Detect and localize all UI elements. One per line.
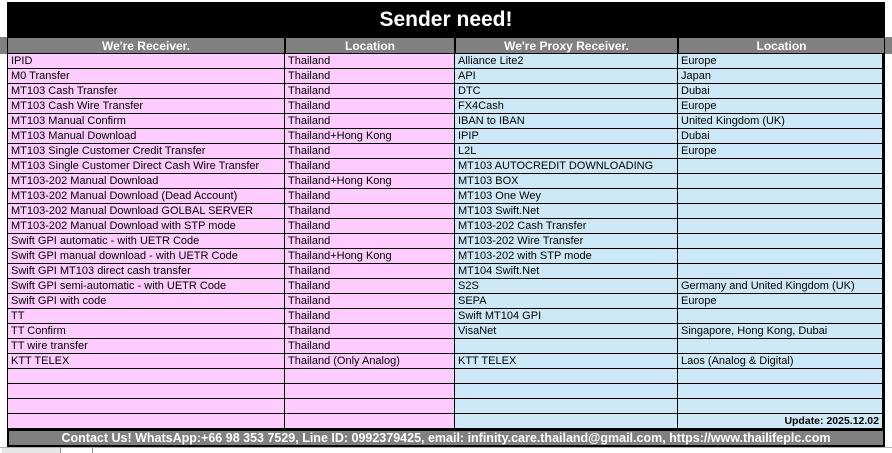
receiver-cell[interactable] xyxy=(8,384,285,399)
proxy-location-cell[interactable] xyxy=(678,369,883,384)
receiver-cell[interactable]: IPID xyxy=(8,54,285,69)
proxy-location-cell[interactable]: Japan xyxy=(678,69,883,84)
proxy-cell[interactable]: MT103-202 Cash Transfer xyxy=(455,219,678,234)
receiver-cell[interactable] xyxy=(8,399,285,414)
proxy-location-cell[interactable]: Europe xyxy=(678,54,883,69)
receiver-location-cell[interactable] xyxy=(285,414,455,429)
title-cell[interactable] xyxy=(7,2,885,37)
receiver-cell[interactable]: MT103 Manual Confirm xyxy=(8,114,285,129)
receiver-location-cell[interactable]: Thailand xyxy=(285,264,455,279)
receiver-cell[interactable]: KTT TELEX xyxy=(8,354,285,369)
receiver-cell[interactable]: TT wire transfer xyxy=(8,339,285,354)
page-title: Sender need! xyxy=(379,7,513,31)
proxy-cell[interactable]: IPIP xyxy=(455,129,678,144)
table-body xyxy=(7,54,885,429)
receiver-cell[interactable]: Swift GPI automatic - with UETR Code xyxy=(8,234,285,249)
receiver-cell[interactable]: MT103 Single Customer Credit Transfer xyxy=(8,144,285,159)
proxy-cell[interactable]: MT103 AUTOCREDIT DOWNLOADING xyxy=(455,159,678,174)
receiver-location-cell[interactable]: Thailand+Hong Kong xyxy=(285,249,455,264)
proxy-location-cell[interactable] xyxy=(678,159,883,174)
proxy-cell[interactable] xyxy=(455,399,678,414)
proxy-cell[interactable] xyxy=(455,384,678,399)
header-receiver-location[interactable]: Location xyxy=(285,38,455,53)
header-proxy-location[interactable]: Location xyxy=(678,38,885,53)
receiver-cell[interactable]: TT xyxy=(8,309,285,324)
receiver-location-cell[interactable]: Thailand xyxy=(285,54,455,69)
receiver-cell[interactable]: Swift GPI with code xyxy=(8,294,285,309)
proxy-cell[interactable]: MT103 One Wey xyxy=(455,189,678,204)
proxy-cell[interactable]: Alliance Lite2 xyxy=(455,54,678,69)
proxy-location-cell[interactable] xyxy=(678,174,883,189)
proxy-location-cell[interactable] xyxy=(678,204,883,219)
proxy-location-cell[interactable]: United Kingdom (UK) xyxy=(678,114,883,129)
proxy-cell[interactable] xyxy=(455,414,678,429)
receiver-cell[interactable]: Swift GPI manual download - with UETR Code xyxy=(8,249,285,264)
receiver-location-cell[interactable]: Thailand xyxy=(285,99,455,114)
receiver-location-cell[interactable]: Thailand xyxy=(285,294,455,309)
proxy-cell[interactable]: MT103 BOX xyxy=(455,174,678,189)
receiver-location-cell[interactable]: Thailand xyxy=(285,324,455,339)
proxy-location-cell[interactable] xyxy=(678,249,883,264)
table-row xyxy=(8,54,883,69)
receiver-cell[interactable] xyxy=(8,369,285,384)
table-row xyxy=(8,99,883,114)
proxy-location-cell[interactable] xyxy=(678,384,883,399)
receiver-cell[interactable]: MT103 Single Customer Direct Cash Wire Transfer xyxy=(8,159,285,174)
table-row xyxy=(8,354,883,369)
proxy-cell[interactable]: IBAN to IBAN xyxy=(455,114,678,129)
proxy-cell[interactable]: S2S xyxy=(455,279,678,294)
table-row xyxy=(8,294,883,309)
proxy-location-cell[interactable] xyxy=(678,399,883,414)
table-row xyxy=(8,204,883,219)
table-row xyxy=(8,219,883,234)
table-row xyxy=(8,114,883,129)
receiver-location-cell[interactable]: Thailand xyxy=(285,234,455,249)
proxy-cell[interactable]: MT103-202 with STP mode xyxy=(455,249,678,264)
table-row xyxy=(8,369,883,384)
header-receiver[interactable]: We're Receiver. xyxy=(7,38,285,53)
table-row xyxy=(8,324,883,339)
table-row xyxy=(8,279,883,294)
proxy-cell[interactable]: FX4Cash xyxy=(455,99,678,114)
table-row xyxy=(8,309,883,324)
proxy-cell[interactable]: VisaNet xyxy=(455,324,678,339)
receiver-location-cell[interactable]: Thailand xyxy=(285,159,455,174)
receiver-location-cell[interactable]: Thailand xyxy=(285,204,455,219)
sheet-tab-strip xyxy=(0,447,892,453)
proxy-location-cell[interactable]: Singapore, Hong Kong, Dubai xyxy=(678,324,883,339)
receiver-cell[interactable]: MT103 Cash Transfer xyxy=(8,84,285,99)
receiver-location-cell[interactable] xyxy=(285,384,455,399)
proxy-cell[interactable]: SEPA xyxy=(455,294,678,309)
table-row xyxy=(8,414,883,429)
receiver-cell[interactable]: MT103-202 Manual Download (Dead Account) xyxy=(8,189,285,204)
proxy-cell[interactable]: L2L xyxy=(455,144,678,159)
proxy-location-cell[interactable]: Laos (Analog & Digital) xyxy=(678,354,883,369)
proxy-location-cell[interactable] xyxy=(678,219,883,234)
proxy-location-cell[interactable]: Update: 2025.12.02 xyxy=(678,414,883,429)
proxy-cell[interactable] xyxy=(455,369,678,384)
proxy-cell[interactable]: Swift MT104 GPI xyxy=(455,309,678,324)
table-row xyxy=(8,249,883,264)
receiver-cell[interactable]: Swift GPI MT103 direct cash transfer xyxy=(8,264,285,279)
table-row xyxy=(8,189,883,204)
receiver-location-cell[interactable]: Thailand xyxy=(285,144,455,159)
proxy-location-cell[interactable] xyxy=(678,189,883,204)
receiver-location-cell[interactable]: Thailand+Hong Kong xyxy=(285,129,455,144)
receiver-location-cell[interactable]: Thailand xyxy=(285,279,455,294)
proxy-cell[interactable]: MT104 Swift.Net xyxy=(455,264,678,279)
table-row xyxy=(8,69,883,84)
receiver-cell[interactable]: MT103 Cash Wire Transfer xyxy=(8,99,285,114)
table-header-row xyxy=(7,37,885,54)
table-row xyxy=(8,174,883,189)
proxy-cell[interactable]: API xyxy=(455,69,678,84)
proxy-cell[interactable]: MT103 Swift.Net xyxy=(455,204,678,219)
proxy-location-cell[interactable]: Europe xyxy=(678,99,883,114)
table-row xyxy=(8,129,883,144)
receiver-cell[interactable]: MT103-202 Manual Download xyxy=(8,174,285,189)
receiver-location-cell[interactable]: Thailand xyxy=(285,309,455,324)
proxy-location-cell[interactable]: Dubai xyxy=(678,84,883,99)
receiver-location-cell[interactable] xyxy=(285,399,455,414)
contact-info: Contact Us! WhatsApp:+66 98 353 7529, Line ID: 0992379425, email: infinity.care.thailand@gmail.com, https://www.thailifeplc.com xyxy=(61,431,831,445)
table-row xyxy=(8,264,883,279)
receiver-cell[interactable]: TT Confirm xyxy=(8,324,285,339)
receiver-cell[interactable]: MT103-202 Manual Download GOLBAL SERVER xyxy=(8,204,285,219)
receiver-location-cell[interactable]: Thailand xyxy=(285,219,455,234)
table-row xyxy=(8,84,883,99)
table-row xyxy=(8,144,883,159)
receiver-location-cell[interactable]: Thailand xyxy=(285,69,455,84)
table-row xyxy=(8,159,883,174)
receiver-location-cell[interactable]: Thailand xyxy=(285,189,455,204)
sheet-tab-1[interactable] xyxy=(2,448,61,453)
footer-cell[interactable] xyxy=(7,429,885,447)
receiver-cell[interactable]: M0 Transfer xyxy=(8,69,285,84)
proxy-location-cell[interactable] xyxy=(678,264,883,279)
receiver-cell[interactable] xyxy=(8,414,285,429)
proxy-location-cell[interactable]: Dubai xyxy=(678,129,883,144)
receiver-cell[interactable]: MT103-202 Manual Download with STP mode xyxy=(8,219,285,234)
receiver-location-cell[interactable]: Thailand xyxy=(285,339,455,354)
receiver-location-cell[interactable]: Thailand xyxy=(285,84,455,99)
proxy-location-cell[interactable] xyxy=(678,309,883,324)
proxy-cell[interactable] xyxy=(455,339,678,354)
receiver-location-cell[interactable]: Thailand+Hong Kong xyxy=(285,174,455,189)
proxy-location-cell[interactable] xyxy=(678,234,883,249)
receiver-location-cell[interactable]: Thailand (Only Analog) xyxy=(285,354,455,369)
table-row xyxy=(8,234,883,249)
proxy-cell[interactable]: KTT TELEX xyxy=(455,354,678,369)
receiver-location-cell[interactable]: Thailand xyxy=(285,114,455,129)
receiver-cell[interactable]: Swift GPI semi-automatic - with UETR Code xyxy=(8,279,285,294)
table-row xyxy=(8,339,883,354)
proxy-location-cell[interactable] xyxy=(678,339,883,354)
proxy-location-cell[interactable]: Europe xyxy=(678,144,883,159)
proxy-cell[interactable]: MT103-202 Wire Transfer xyxy=(455,234,678,249)
proxy-location-cell[interactable]: Germany and United Kingdom (UK) xyxy=(678,279,883,294)
header-proxy-receiver[interactable]: We're Proxy Receiver. xyxy=(455,38,678,53)
table-row xyxy=(8,384,883,399)
receiver-cell[interactable]: MT103 Manual Download xyxy=(8,129,285,144)
proxy-location-cell[interactable]: Europe xyxy=(678,294,883,309)
sheet-tab-2[interactable] xyxy=(62,448,93,453)
proxy-cell[interactable]: DTC xyxy=(455,84,678,99)
receiver-location-cell[interactable] xyxy=(285,369,455,384)
table-row xyxy=(8,399,883,414)
